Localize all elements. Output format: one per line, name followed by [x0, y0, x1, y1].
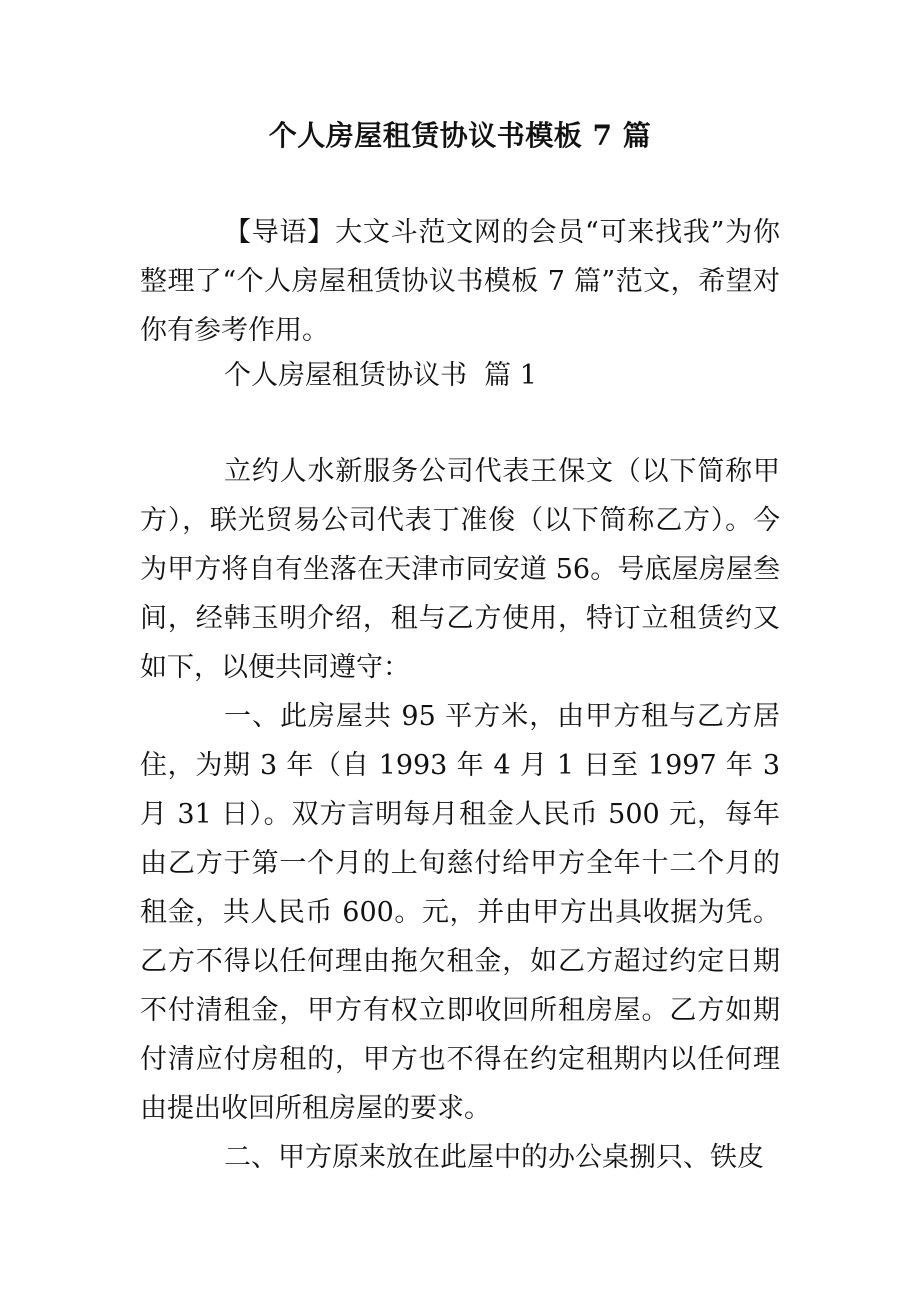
body-paragraph: 一、此房屋共 95 平方米，由甲方租与乙方居住，为期 3 年（自 1993 年 4 月 1 日至 1997 年 3 月 31 日）。双方言明每月租金人民币 500 元，每年由乙方于第一个月的上旬慈付给甲方全年十二个月的租金，共人民币 600。元，并由甲方出具收据为凭。乙方不得以任何理由拖欠租金，如乙方超过约定日期不付清租金，甲方有权立即收回所租房屋。乙方如期付清应付房租的，甲方也不得在约定租期内以任何理由提出收回所租房屋的要求。 — [140, 701, 780, 1124]
body-paragraph: 二、甲方原来放在此屋中的办公桌捌只、铁皮 — [224, 1142, 764, 1173]
body-paragraph: 立约人水新服务公司代表王保文（以下简称甲方），联光贸易公司代表丁准俊（以下简称乙方）。今为甲方将自有坐落在天津市同安道 56。号底屋房屋叁间，经韩玉明介绍，租与乙方使用，特订立租赁约又如下，以便共同遵守： — [140, 456, 780, 683]
body-block — [140, 447, 780, 1182]
document-title: 个人房屋租赁协议书模板 7 篇 — [268, 119, 652, 152]
intro-paragraph: 【导语】大文斗范文网的会员“可来找我”为你整理了“个人房屋租赁协议书模板 7 篇”范文，希望对你有参考作用。 — [140, 217, 780, 346]
section-heading: 个人房屋租赁协议书 篇 1 — [224, 360, 537, 391]
intro-block — [140, 208, 780, 355]
